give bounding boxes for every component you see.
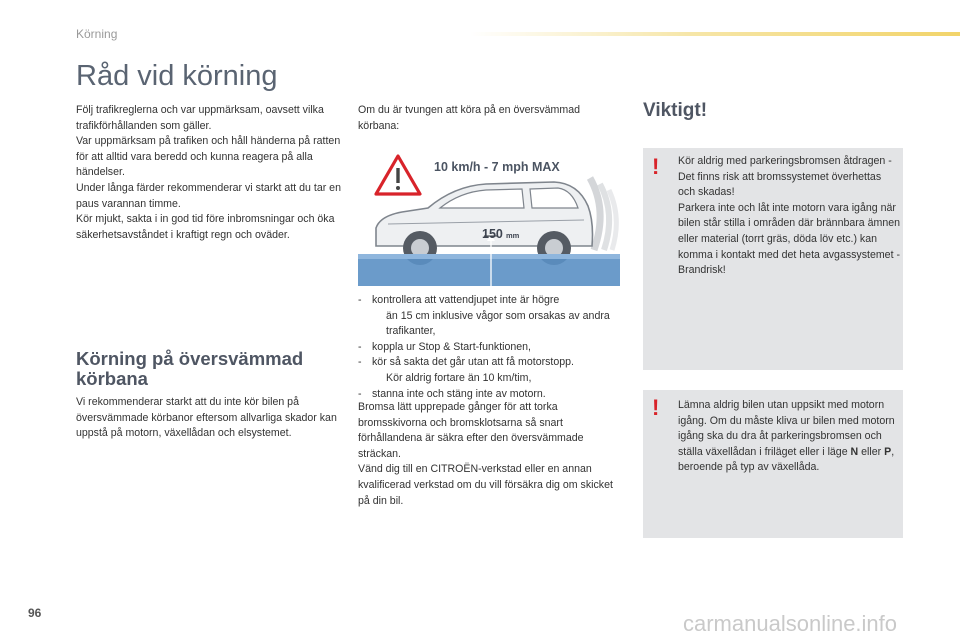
flooded-road-checklist xyxy=(358,293,626,402)
watermark: carmanualsonline.info xyxy=(683,611,898,636)
driving-advice-text: Följ trafikreglerna och var uppmärksam, oavsett vilka trafikförhållanden som gäller. Var uppmärksam på trafiken och håll händerna på ratten för att alltid vara beredd och kunna reagera på alla händelser. Under långa färder rekommenderar vi starkt att du tar en paus varannan timme. Kör mjukt, sakta i in god tid före inbromsningar och öka säkerhetsavståndet i kraftigt regn och oväder. xyxy=(76,104,341,241)
list-item-continuation: än 15 cm inklusive vågor som orsakas av andra trafikanter, xyxy=(386,309,610,338)
after-flood-text: Bromsa lätt upprepade gånger för att torka bromsskivorna och bromsklotsarna så snart förhållandena är säkra efter den översvämmade sträckan. Vänd dig till en CITROËN-verkstad eller en annan kvalificerad verkstad om du vill försäkra dig om skicket på din bil. xyxy=(358,401,613,507)
important-heading: Viktigt! xyxy=(643,100,708,121)
list-dash: - xyxy=(358,356,362,369)
depth-value-label: 150 xyxy=(482,227,503,241)
list-item-line: kör så sakta det går utan att få motorstopp. xyxy=(372,356,574,369)
warning-text-part: , beroende på typ av växellåda. xyxy=(678,445,895,474)
gear-p-label: P xyxy=(884,445,892,458)
gear-n-label: N xyxy=(850,445,859,458)
header-accent-bar xyxy=(470,32,960,36)
page-title: Råd vid körning xyxy=(76,60,278,92)
list-dash: - xyxy=(358,340,362,353)
list-item xyxy=(358,340,626,356)
warning-text-part: eller xyxy=(858,445,885,458)
list-item-continuation: Kör aldrig fortare än 10 km/tim, xyxy=(386,371,532,384)
warning-box-parking-brake xyxy=(643,148,903,370)
list-dash: - xyxy=(358,294,362,306)
section-label: Körning xyxy=(76,27,118,41)
flooded-road-heading: Körning på översvämmad körbana xyxy=(76,348,304,389)
warning-text: Kör aldrig med parkeringsbromsen åtdragen - Det finns risk att bromssystemet överhettas och skadas! Parkera inte och låt inte motorn vara igång när bilen står stilla i områden där brännbara ämnen eller material (torrt gräs, döda löv etc.) kan komma i kontakt med det heta avgassystemet - Brandrisk! xyxy=(678,155,901,277)
page-number: 96 xyxy=(28,606,42,620)
list-item xyxy=(358,293,626,340)
list-item-line: stanna inte och stäng inte av motorn. xyxy=(372,387,546,400)
warning-text xyxy=(678,398,900,476)
exclamation-icon: ! xyxy=(652,154,660,179)
speed-limit-label: 10 km/h - 7 mph MAX xyxy=(434,160,560,174)
depth-unit-label: mm xyxy=(506,231,520,240)
warning-text-part: Lämna aldrig bilen utan uppsikt med motorn igång. Om du måste kliva ur bilen med motorn igång ska du dra åt parkeringsbromsen och ställa växellådan i friläget eller i läge xyxy=(678,399,895,458)
flooded-road-intro: Om du är tvungen att köra på en översvämmad körbana: xyxy=(358,104,580,132)
list-item-line: kontrollera att vattendjupet inte är högre xyxy=(372,294,560,306)
list-item xyxy=(358,355,626,386)
warning-box-engine-running xyxy=(643,390,903,538)
exclamation-icon: ! xyxy=(652,395,660,420)
flooded-road-illustration xyxy=(358,150,620,286)
list-dash: - xyxy=(358,387,362,400)
flooded-road-text: Vi rekommenderar starkt att du inte kör bilen på översvämmade körbanor eftersom allvarliga skador kan uppstå på motorn, växellådan och elsystemet. xyxy=(76,396,337,440)
list-item-line: koppla ur Stop & Start-funktionen, xyxy=(372,340,531,353)
